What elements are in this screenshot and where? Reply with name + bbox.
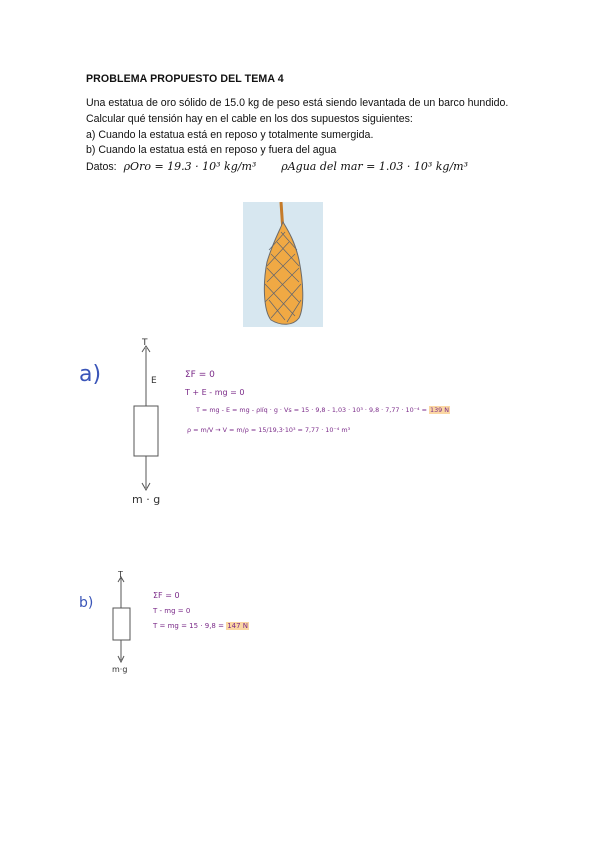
force-e-label: E <box>151 376 157 386</box>
force-weight-label: m·g <box>112 665 128 674</box>
problem-statement <box>86 96 556 159</box>
statement-line: Una estatua de oro sólido de 15.0 kg de peso está siendo levantada de un barco hundido. <box>86 97 509 109</box>
part-b-line: ΣF = 0 <box>153 591 180 600</box>
part-a-free-body-diagram <box>120 340 180 510</box>
statue-net-image <box>243 202 323 327</box>
force-t-label: T <box>118 570 123 579</box>
part-a-line: ρ = m/V → V = m/ρ = 15/19,3·10³ = 7,77 · 10⁻⁴ m³ <box>187 426 351 434</box>
part-b-result: 147 N <box>227 622 249 630</box>
datos-label: Datos: <box>86 161 117 173</box>
part-b-equation: T = mg = 15 · 9,8 = <box>153 622 227 630</box>
rho-gold: ρOro = 19.3 · 10³ kg/m³ <box>123 160 257 173</box>
part-b-free-body-diagram <box>105 572 145 672</box>
statement-line: a) Cuando la estatua está en reposo y totalmente sumergida. <box>86 128 374 141</box>
part-a-equation: T = mg - E = mg - ρlíq · g · Vs = 15 · 9,8 - 1,03 · 10³ · 9,8 · 7,77 · 10⁻⁴ = <box>196 406 430 414</box>
statement-line: b) Cuando la estatua está en reposo y fuera del agua <box>86 144 337 157</box>
part-a-line <box>196 406 450 414</box>
part-a-line: ΣF = 0 <box>185 370 215 380</box>
statement-line: Calcular qué tensión hay en el cable en los dos supuestos siguientes: <box>86 112 413 125</box>
data-line <box>86 160 468 173</box>
problem-title: PROBLEMA PROPUESTO DEL TEMA 4 <box>86 73 284 85</box>
rho-seawater: ρAgua del mar = 1.03 · 10³ kg/m³ <box>281 160 469 173</box>
part-a-result: 139 N <box>430 406 450 414</box>
part-a-line: T + E - mg = 0 <box>185 388 245 397</box>
part-b-label: b) <box>79 595 94 611</box>
part-b-line <box>153 622 249 630</box>
part-b-line: T - mg = 0 <box>153 607 191 615</box>
force-weight-label: m · g <box>132 493 161 506</box>
part-a-label: a) <box>79 362 102 387</box>
force-t-label: T <box>142 338 148 348</box>
statue-net-illustration <box>243 202 323 327</box>
